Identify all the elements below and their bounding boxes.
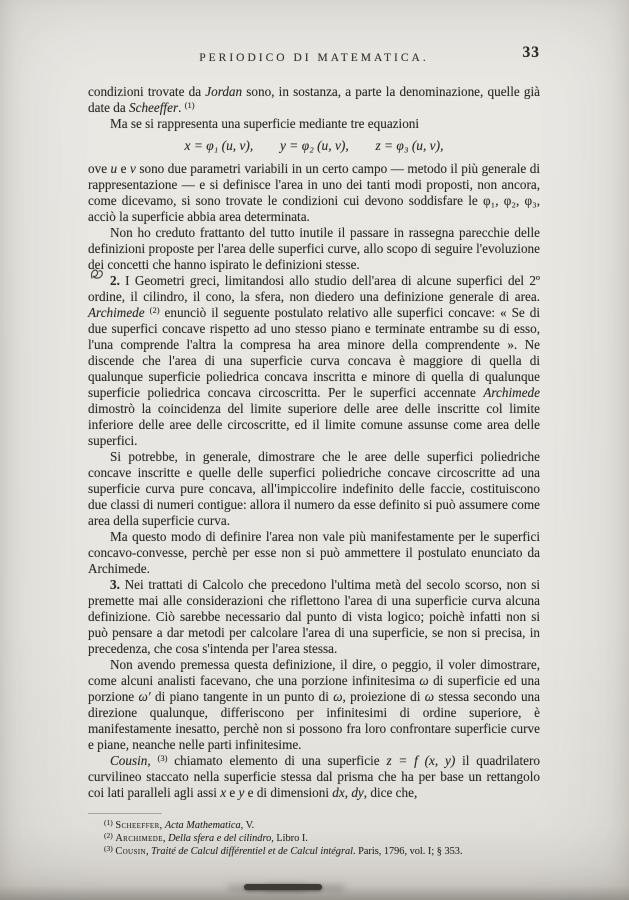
- text-run: chiamato elemento di una superficie: [167, 753, 387, 768]
- paragraph: [88, 753, 540, 801]
- body-text: [88, 84, 540, 801]
- paragraph: [88, 657, 540, 753]
- text-run: x = φ₁ (u, v), y = φ₂ (u, v), z = φ₃ (u, v),: [184, 138, 444, 153]
- text-run: [151, 753, 158, 768]
- text-run: ω: [424, 689, 435, 704]
- text-run: dx, dy: [332, 785, 364, 800]
- footnote: [88, 832, 540, 845]
- text-run: y: [238, 785, 245, 800]
- text-run: Acta Mathematica: [164, 820, 241, 831]
- text-run: e: [226, 785, 239, 800]
- footnote-marker: (1): [184, 100, 195, 110]
- text-run: , dice che,: [363, 785, 418, 800]
- paragraph: [88, 449, 540, 529]
- paragraph: [88, 529, 540, 577]
- text-run: Nei trattati di Calcolo che precedono l'ultima metà del secolo scorso, non si premette mai alle considerazioni che riflettono l'area di una superficie curva alcuna definizione. Ciò sarebbe necessario dal punto di vista logico; poichè infatti non si può pensare a dar metodi per calcolare l'area di una superficie, se non si precisa, in precedenza, che cosa s'intenda per l'area stessa.: [88, 577, 540, 656]
- footnote-separator: [88, 813, 162, 814]
- page-header: [88, 44, 540, 68]
- text-run: ω: [333, 689, 343, 704]
- footnote: [88, 845, 540, 858]
- footnote-marker: (2): [149, 305, 160, 315]
- footnote-marker: (3): [157, 753, 168, 763]
- page-content: [88, 44, 541, 858]
- text-run: sono due parametri variabili in un certo campo — metodo il più generale di rappresentazione — e si definisce l'area in uno dei tanti modi proposti, non ancora, come dicevamo, si sono trovate le condizioni cui devono soddisfare le φ₁, φ₂, φ₃, acciò la superficie abbia area determinata.: [88, 161, 541, 224]
- text-run: , V.: [240, 820, 255, 831]
- text-run: di superficie ed una porzione: [88, 673, 540, 704]
- handwritten-ink-mark-icon: [89, 266, 107, 282]
- text-run: ,: [159, 820, 165, 831]
- text-run: 3.: [110, 577, 120, 592]
- paragraph: [88, 84, 540, 116]
- text-run: di piano tangente in un punto di: [150, 689, 334, 704]
- text-run: Ma questo modo di definire l'area non vale più manifestamente per le superfici concavo-convesse, perchè per esse non si può ammettere il postulato enunciato da Archimede.: [88, 529, 540, 576]
- paragraph: [88, 116, 540, 132]
- text-run: ω: [419, 673, 429, 688]
- footnote-marker: (3): [104, 844, 113, 853]
- text-run: , proiezione di: [342, 689, 425, 704]
- text-run: Non avendo premessa questa definizione, il dire, o peggio, il voler dimostrare, come alcuni analisti facevano, che una porzione infinitesima: [88, 657, 540, 688]
- text-run: Scheeffer: [115, 820, 160, 831]
- text-run: 2.: [110, 273, 120, 288]
- text-run: enunciò il seguente postulato relativo alle superfici concave: « Se di due superfici concave rispetto ad uno stesso piano e terminate entrambe su di esso, l'una comprende l'altra la compresa ha area minore della comprendente ». Ne discende che l'area di una superficie curva concava è maggiore di quella di qualunque superficie poliedrica concava inscritta e minore di quella di qualunque superficie poliedrica concava circoscritta. Per le superfici accennate: [88, 305, 540, 400]
- paragraph: [88, 273, 540, 449]
- text-run: z = f (x, y): [386, 753, 456, 768]
- text-run: v: [130, 161, 136, 176]
- text-run: Archimede: [483, 385, 540, 400]
- text-run: ,: [146, 846, 152, 857]
- text-run: . Paris, 1796, vol. I; § 353.: [352, 846, 463, 857]
- text-run: Cousin: [115, 846, 146, 857]
- text-run: u: [110, 161, 118, 176]
- text-run: il quadrilatero curvilineo staccato nella superficie stessa dal prisma che ha per base un rettangolo coi lati paralleli agli assi: [88, 753, 540, 800]
- text-run: Scheeffer: [129, 100, 179, 115]
- footnote: [88, 819, 540, 832]
- text-run: x: [220, 785, 227, 800]
- paragraph: [88, 577, 540, 657]
- text-run: Traité de Calcul différentiel et de Calcul intégral: [151, 846, 353, 857]
- footnote-marker: (2): [104, 831, 113, 840]
- text-run: ,: [162, 833, 169, 844]
- text-run: Della sfera e del cilindro: [168, 833, 272, 844]
- text-run: e: [117, 161, 130, 176]
- footnotes: [88, 819, 540, 858]
- paragraph: [88, 161, 540, 225]
- text-run: stessa secondo una direzione qualunque, differiscono per infinitesimi di ordine superiore, è manifestamente inesatto, perchè non si possono fra loro confrontare superficie curve e piane, neanche nelle parti infinitesime.: [88, 689, 540, 752]
- text-run: Archimede: [115, 833, 163, 844]
- text-run: Cousin,: [110, 753, 151, 768]
- scan-artifact-bottom: [244, 884, 322, 890]
- text-run: Archimede: [88, 305, 145, 320]
- text-run: Jordan: [205, 84, 243, 99]
- text-run: ove: [88, 161, 111, 176]
- text-run: condizioni trovate da: [88, 84, 206, 99]
- text-run: sono, in sostanza, a parte la denominazione, quelle già date da: [88, 84, 541, 115]
- displayed-equation: [88, 138, 540, 154]
- text-run: Si potrebbe, in generale, dimostrare che le aree delle superfici poliedriche concave inscritte e quelle delle superfici poliedriche concave circoscritte ad una superficie curva pure concava, all'impiccolire indefinito delle faccie, costituiscono due classi di numeri contigue: allora il numero da esse definito si può assumere come area della superficie curva.: [88, 449, 540, 528]
- text-run: e di dimensioni: [244, 785, 333, 800]
- page-number: 33: [522, 44, 540, 61]
- journal-title: PERIODICO DI MATEMATICA.: [199, 52, 429, 64]
- text-run: Non ho creduto frattanto del tutto inutile il passare in rassegna parecchie delle definizioni proposte per l'area delle superfici curve, allo scopo di seguire l'evoluzione dei concetti che hanno ispirato le definizioni stesse.: [88, 225, 540, 272]
- footnote-marker: (1): [104, 818, 113, 827]
- text-run: ω′: [138, 689, 151, 704]
- text-run: dimostrò la coincidenza del limite superiore delle aree delle inscritte col limite inferiore delle aree delle circoscritte, ed il limite comune assunse come area delle superfici.: [88, 401, 540, 448]
- text-run: I Geometri greci, limitandosi allo studio dell'area di alcune superfici del 2º ordine, il cilindro, il cono, la sfera, non diedero una definizione generale di area.: [88, 273, 540, 304]
- text-run: Ma se si rappresenta una superficie mediante tre equazioni: [110, 116, 420, 131]
- text-run: , Libro I.: [271, 833, 308, 844]
- text-run: .: [178, 100, 185, 115]
- paragraph: [88, 225, 540, 273]
